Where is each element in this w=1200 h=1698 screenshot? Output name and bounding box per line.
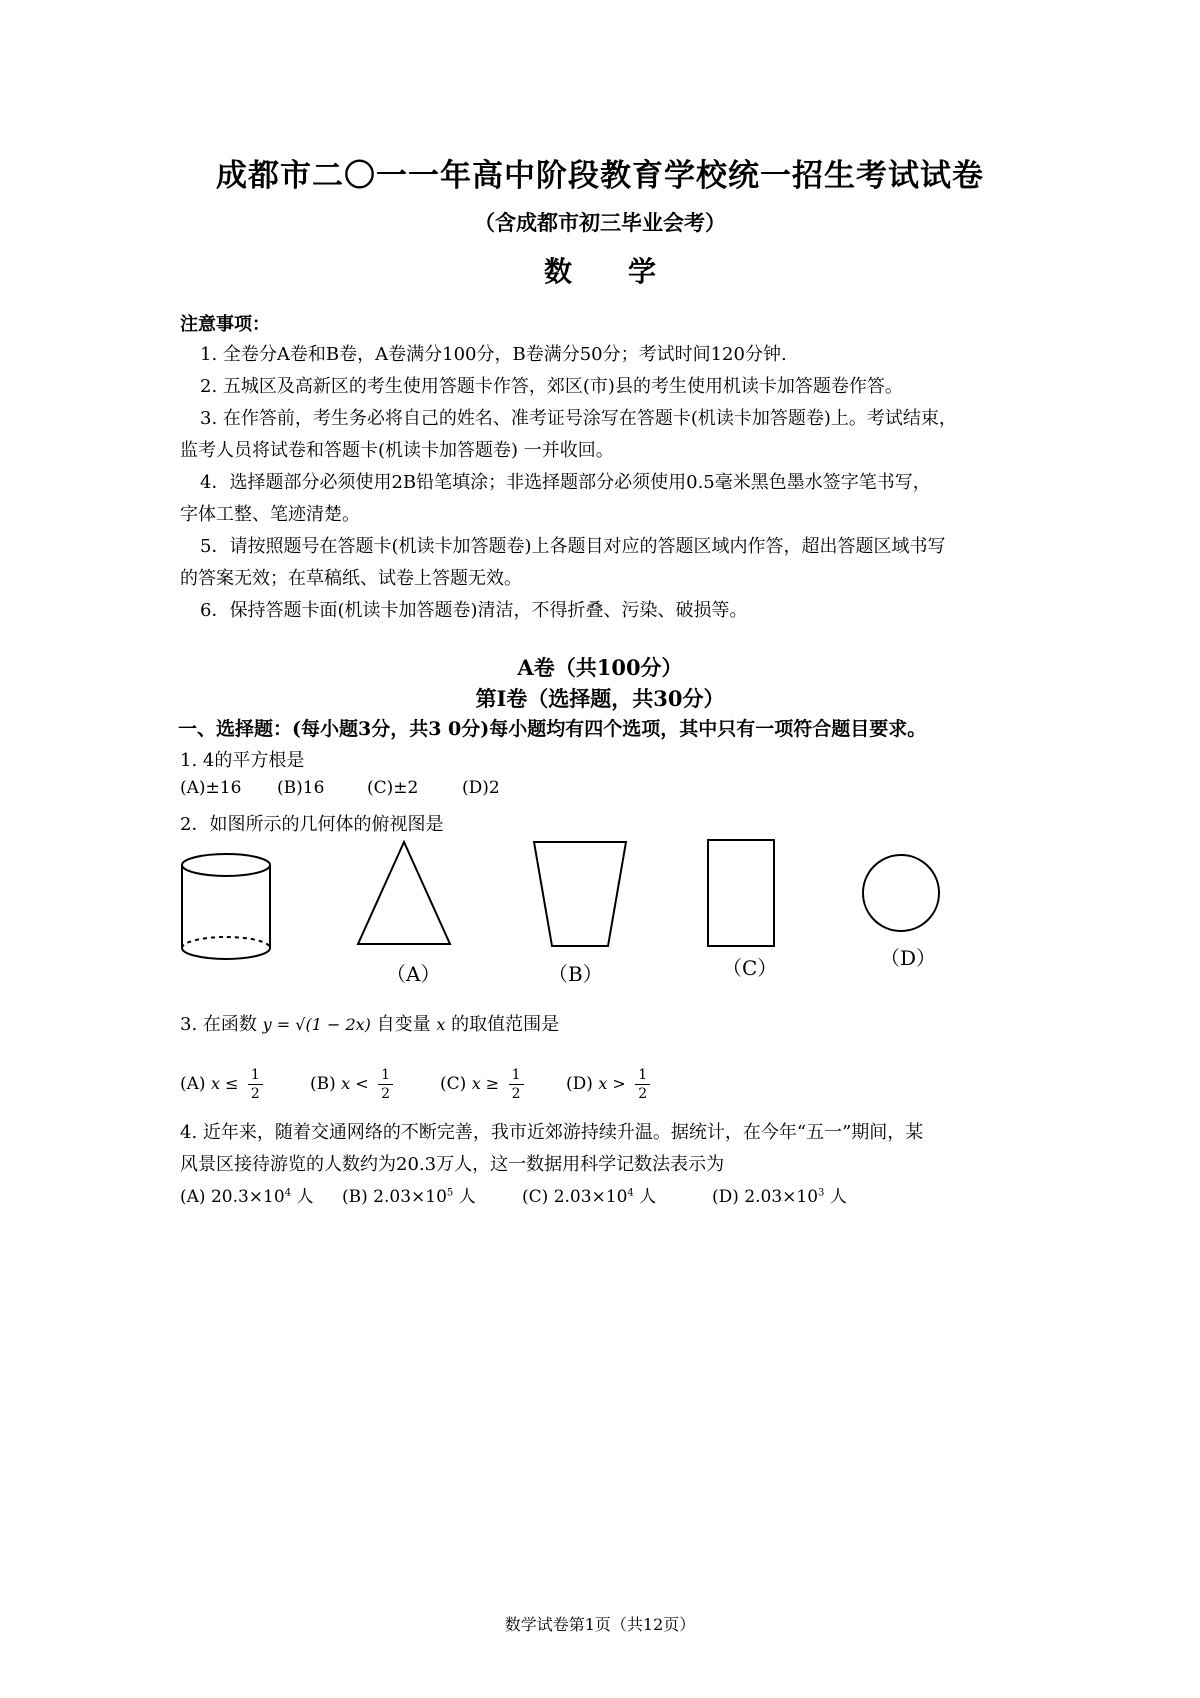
q4-option-unit: 人 — [458, 1187, 476, 1207]
subject-char-2: 学 — [628, 255, 657, 288]
option-d-circle — [860, 852, 942, 934]
question-3-stem — [180, 1010, 559, 1036]
notice-line: 字体工整、笔迹清楚。 — [180, 504, 360, 525]
notice-heading: 注意事项： — [180, 314, 270, 335]
q4-option-base: 20.3×10 — [210, 1187, 285, 1207]
q3-option-label: (B) — [310, 1074, 336, 1094]
notice-line: 5．请按照题号在答题卡(机读卡加答题卷)上各题目对应的答题区域内作答，超出答题区域书写 — [200, 536, 946, 557]
q1-option-b: (B)16 — [277, 778, 325, 798]
page-footer: 数学试卷第1页（共12页） — [504, 1615, 696, 1634]
figure-label-b: （B） — [548, 962, 603, 986]
denominator: 2 — [250, 1086, 260, 1102]
q3-option-expr: x ≥ — [471, 1074, 500, 1093]
denominator: 2 — [381, 1086, 391, 1102]
q4-option-d — [712, 1182, 847, 1207]
q4-option-exponent: 4 — [284, 1187, 292, 1199]
figure-label-a: （A） — [386, 962, 441, 986]
figure-label-d: （D） — [880, 946, 937, 970]
q3-option-expr: x ≤ — [210, 1074, 239, 1093]
q4-option-base: 2.03×10 — [373, 1187, 447, 1207]
part-1-title: 第Ⅰ卷（选择题，共30分） — [475, 686, 725, 711]
q1-option-c: (C)±2 — [367, 778, 419, 798]
q4-option-unit: 人 — [639, 1187, 657, 1207]
notice-line: 监考人员将试卷和答题卡(机读卡加答题卷) 一并收回。 — [180, 440, 614, 461]
notice-line: 6．保持答题卡面(机读卡加答题卷)清洁，不得折叠、污染、破损等。 — [200, 600, 748, 621]
fraction — [378, 1066, 393, 1103]
page-subtitle: （含成都市初三毕业会考） — [474, 210, 726, 235]
q3-option-label: (C) — [440, 1074, 467, 1094]
q3-variable: x — [436, 1015, 446, 1034]
subject-char-1: 数 — [543, 255, 572, 288]
notice-line: 的答案无效；在草稿纸、试卷上答题无效。 — [180, 568, 522, 589]
q4-option-label: (A) — [180, 1187, 206, 1207]
q4-option-base: 2.03×10 — [744, 1187, 819, 1207]
fraction — [509, 1066, 524, 1103]
q3-option-expr: x > — [598, 1074, 626, 1093]
q4-option-exponent: 4 — [627, 1187, 634, 1199]
numerator: 1 — [248, 1066, 263, 1085]
q4-option-label: (C) — [522, 1187, 549, 1207]
q4-option-exponent: 3 — [818, 1187, 825, 1199]
q3-stem-end: 的取值范围是 — [451, 1014, 560, 1035]
q4-option-c — [522, 1182, 656, 1207]
q4-option-exponent: 5 — [446, 1187, 454, 1199]
subject-heading — [0, 250, 1200, 290]
cylinder-figure — [176, 850, 276, 968]
q4-option-unit: 人 — [296, 1187, 314, 1207]
notice-line: 1. 全卷分A卷和B卷，A卷满分100分，B卷满分50分；考试时间120分钟. — [200, 344, 787, 365]
question-4-line-1: 4. 近年来，随着交通网络的不断完善，我市近郊游持续升温。据统计，在今年“五一”期间，某 — [180, 1122, 924, 1143]
figure-label-c: （C） — [722, 956, 778, 980]
question-1-stem: 1. 4的平方根是 — [180, 750, 305, 771]
question-4-line-2: 风景区接待游览的人数约为20.3万人，这一数据用科学记数法表示为 — [180, 1154, 725, 1175]
notice-line: 2. 五城区及高新区的考生使用答题卡作答，郊区(市)县的考生使用机读卡加答题卷作答。 — [200, 376, 903, 397]
numerator: 1 — [378, 1066, 393, 1085]
q3-formula: y = √(1 − 2x) — [262, 1015, 371, 1034]
numerator: 1 — [635, 1066, 650, 1085]
q4-option-unit: 人 — [829, 1187, 847, 1207]
q4-option-base: 2.03×10 — [553, 1187, 628, 1207]
q3-option-label: (A) — [180, 1074, 206, 1094]
fraction — [635, 1066, 650, 1103]
q1-option-a: (A)±16 — [180, 778, 242, 798]
q4-option-a — [180, 1182, 313, 1207]
q3-stem-prefix: 3. 在函数 — [180, 1014, 257, 1035]
section-a-title: A卷（共100分） — [517, 655, 683, 680]
option-b-trapezoid — [532, 838, 628, 950]
notice-line: 4．选择题部分必须使用2B铅笔填涂；非选择题部分必须使用0.5毫米黑色墨水签字笔书写， — [200, 472, 931, 493]
q3-option-b — [310, 1066, 393, 1103]
q1-option-d: (D)2 — [462, 778, 500, 798]
question-2-stem: 2．如图所示的几何体的俯视图是 — [180, 814, 444, 835]
q4-option-label: (D) — [712, 1187, 739, 1207]
q4-option-b — [342, 1182, 476, 1207]
q3-option-c — [440, 1066, 524, 1103]
notice-line: 3. 在作答前，考生务必将自己的姓名、准考证号涂写在答题卡(机读卡加答题卷)上。考试结束， — [200, 408, 957, 429]
option-a-triangle — [354, 838, 454, 948]
denominator: 2 — [638, 1086, 648, 1102]
q3-option-d — [566, 1066, 650, 1103]
page-title: 成都市二〇一一年高中阶段教育学校统一招生考试试卷 — [216, 158, 984, 194]
q3-stem-suffix: 自变量 — [376, 1014, 431, 1035]
fraction — [248, 1066, 263, 1103]
option-c-rectangle — [706, 838, 776, 948]
q3-option-label: (D) — [566, 1074, 593, 1094]
q4-option-label: (B) — [342, 1187, 368, 1207]
numerator: 1 — [509, 1066, 524, 1085]
denominator: 2 — [511, 1086, 521, 1102]
choice-instructions: 一、选择题：(每小题3分，共3 0分)每小题均有四个选项，其中只有一项符合题目要求。 — [178, 718, 927, 740]
q3-option-a — [180, 1066, 263, 1103]
q3-option-expr: x < — [341, 1074, 369, 1093]
